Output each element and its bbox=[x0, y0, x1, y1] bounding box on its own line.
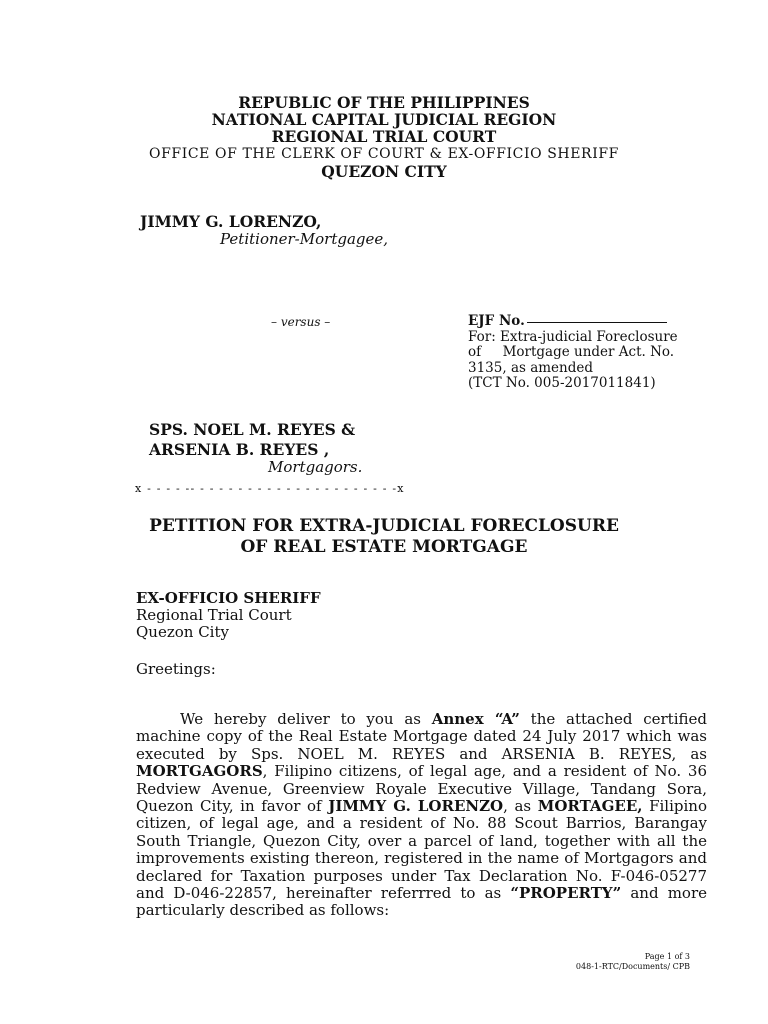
header-republic: REPUBLIC OF THE PHILIPPINES bbox=[238, 93, 530, 112]
versus-label: – versus – bbox=[271, 315, 331, 329]
caption-divider: x - - - - -- - - - - - - - - - - - - - - - - - - - - -x bbox=[135, 482, 405, 495]
respondent-role: Mortgagors. bbox=[268, 458, 363, 476]
ejf-blank-line bbox=[527, 322, 667, 323]
mortgagee-name: JIMMY G. LORENZO bbox=[328, 797, 504, 816]
body-text-2: the attached certified machine copy of the Real Estate Mortgage dated 24 July 2017 which was executed by Sps. NOEL M. REYES and ARSENIA B. REYES, as bbox=[136, 710, 707, 763]
respondent-line-2: ARSENIA B. REYES , bbox=[149, 440, 330, 459]
body-text-4: , as bbox=[503, 797, 538, 816]
case-for-line-1: For: Extra-judicial Foreclosure bbox=[468, 328, 678, 345]
mortgagors-term: MORTGAGORS bbox=[136, 762, 263, 781]
addressee-title: EX-OFFICIO SHERIFF bbox=[136, 589, 321, 607]
case-info-block bbox=[468, 314, 700, 392]
annex-reference: Annex “A” bbox=[431, 710, 520, 728]
property-term: “PROPERTY” bbox=[510, 884, 622, 903]
petitioner-name: JIMMY G. LORENZO, bbox=[140, 212, 322, 231]
respondent-line-1: SPS. NOEL M. REYES & bbox=[149, 420, 356, 439]
body-text-6: and more particularly described as follows: bbox=[136, 884, 707, 920]
page-number: Page 1 of 3 bbox=[644, 952, 690, 961]
case-for-line-3: 3135, as amended bbox=[468, 359, 594, 376]
body-text-5: Filipino citizen, of legal age, and a resident of No. 88 Scout Barrios, Barangay South Triangle, Quezon City, over a parcel of land, together with all the improvements existing thereon, registered in the name of Mortgagors and declared for Taxation purposes under Tax Declaration No. F-046-05277 and D-046-22857, hereinafter referrred to as bbox=[136, 797, 707, 903]
body-text-3: , Filipino citizens, of legal age, and a resident of No. 36 Redview Avenue, Greenview Royale Executive Village, Tandang Sora, Quezon City, in favor of bbox=[136, 762, 707, 816]
ejf-number-line bbox=[468, 314, 700, 330]
body-paragraph bbox=[136, 711, 707, 920]
header-region: NATIONAL CAPITAL JUDICIAL REGION bbox=[211, 110, 557, 129]
body-text-1: We hereby deliver to you as bbox=[180, 710, 432, 728]
case-tct-number: (TCT No. 005-2017011841) bbox=[468, 375, 656, 391]
petition-title-line-1: PETITION FOR EXTRA-JUDICIAL FORECLOSURE bbox=[149, 516, 619, 536]
mortgagee-term: MORTAGEE, bbox=[537, 797, 643, 816]
addressee-court: Regional Trial Court bbox=[136, 606, 292, 624]
ejf-label: EJF No. bbox=[468, 313, 525, 329]
petitioner-role: Petitioner-Mortgagee, bbox=[220, 230, 389, 248]
petition-title-line-2: OF REAL ESTATE MORTGAGE bbox=[240, 537, 528, 557]
header-court: REGIONAL TRIAL COURT bbox=[271, 127, 497, 146]
addressee-city: Quezon City bbox=[136, 623, 229, 641]
header-office: OFFICE OF THE CLERK OF COURT & EX-OFFICIO SHERIFF bbox=[149, 146, 619, 162]
document-reference: 048-1-RTC/Documents/ CPB bbox=[575, 962, 690, 971]
header-city: QUEZON CITY bbox=[321, 162, 447, 181]
greeting: Greetings: bbox=[136, 660, 216, 678]
case-for-line-2: of Mortgage under Act. No. bbox=[468, 344, 675, 360]
